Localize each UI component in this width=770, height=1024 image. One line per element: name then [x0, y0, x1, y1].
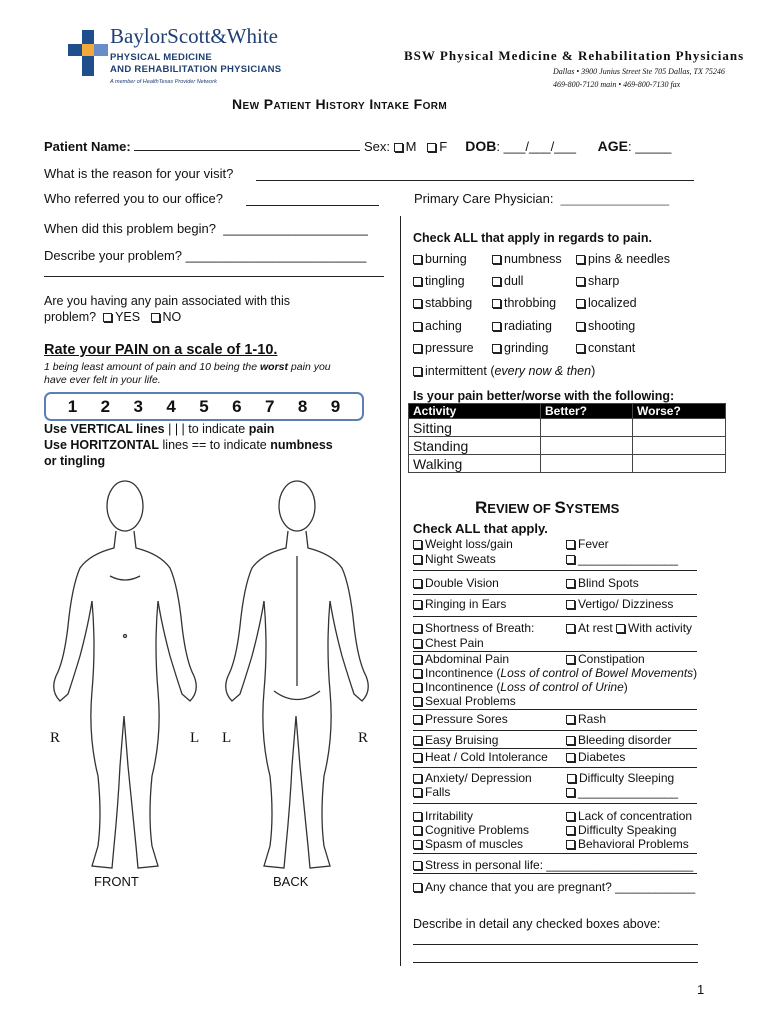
- ros-option[interactable]: [413, 771, 532, 785]
- checkbox[interactable]: [413, 600, 422, 609]
- ros-label: Abdominal Pain: [425, 652, 510, 666]
- ros-option[interactable]: [413, 750, 548, 764]
- checkbox[interactable]: [413, 697, 422, 706]
- pain-type-option[interactable]: [492, 341, 548, 355]
- ros-label: Weight loss/gain: [425, 537, 513, 551]
- ros-option[interactable]: [566, 750, 625, 764]
- pain-type-label: stabbing: [425, 296, 473, 310]
- checkbox[interactable]: [566, 840, 575, 849]
- pain-type-label: burning: [425, 252, 467, 266]
- back-left-marker: L: [222, 730, 232, 746]
- logo-wordmark: BaylorScott&White: [110, 24, 278, 48]
- divider: [413, 853, 697, 854]
- describe-field-line2[interactable]: [44, 276, 384, 277]
- checkbox[interactable]: [576, 255, 585, 264]
- checkbox[interactable]: [413, 555, 422, 564]
- instruction-horizontal-c: numbness: [270, 438, 333, 452]
- ros-label: Lack of concentration: [578, 809, 693, 823]
- checkbox[interactable]: [492, 322, 501, 331]
- ros-option[interactable]: [413, 809, 473, 823]
- front-right-marker: R: [50, 730, 61, 746]
- ros-label: Pressure Sores: [425, 712, 508, 726]
- pain-scale-number[interactable]: 8: [297, 396, 308, 416]
- form-title: New Patient History Intake Form: [232, 96, 448, 112]
- pain-type-label: aching: [425, 319, 462, 333]
- pain-type-label: throbbing: [504, 296, 557, 310]
- pain-yes-checkbox[interactable]: [103, 313, 112, 322]
- ros-option[interactable]: [413, 823, 529, 837]
- patient-name-label: Patient Name:: [44, 139, 131, 154]
- ros-label: Incontinence (: [425, 666, 501, 680]
- instruction-horizontal-b: lines == to indicate: [159, 438, 271, 452]
- ros-label: Bleeding disorder: [578, 733, 672, 747]
- instruction-vertical-a: Use VERTICAL lines: [44, 422, 165, 436]
- ros-option[interactable]: [413, 785, 450, 799]
- divider: [413, 570, 697, 571]
- pain-type-label: numbness: [504, 252, 562, 266]
- ros-title: [475, 498, 619, 518]
- front-label: FRONT: [94, 874, 139, 889]
- checkbox[interactable]: [566, 624, 575, 633]
- activity-cell: Standing: [409, 437, 541, 455]
- divider: [413, 748, 697, 749]
- activity-cell: Walking: [409, 455, 541, 473]
- pain-type-option[interactable]: [413, 296, 472, 310]
- pain-type-label: sharp: [588, 274, 620, 288]
- ros-option[interactable]: [566, 576, 639, 590]
- practice-name: BSW Physical Medicine & Rehabilitation Physicians: [404, 48, 745, 63]
- checkbox[interactable]: [413, 540, 422, 549]
- pain-type-label: pins & needles: [588, 252, 671, 266]
- checkbox[interactable]: [413, 669, 422, 678]
- checkbox[interactable]: [413, 736, 422, 745]
- instruction-horizontal-2: or tingling: [44, 454, 106, 468]
- ros-option[interactable]: [413, 666, 697, 680]
- patient-info-row: [44, 138, 671, 154]
- ros-option[interactable]: [413, 733, 498, 747]
- pcp-field[interactable]: _______________: [560, 191, 670, 206]
- pain-scale-number[interactable]: 9: [330, 396, 341, 416]
- ros-option[interactable]: [413, 537, 513, 551]
- ros-option[interactable]: [566, 537, 609, 551]
- ros-label: Difficulty Speaking: [578, 823, 677, 837]
- pain-type-label: shooting: [588, 319, 636, 333]
- checkbox[interactable]: [413, 826, 422, 835]
- checkbox[interactable]: [413, 639, 422, 648]
- pain-scale-note-a: 1 being least amount of pain and 10 being the: [44, 361, 260, 373]
- ros-check-all: Check ALL that apply.: [413, 521, 548, 536]
- ros-label: Rash: [578, 712, 607, 726]
- female-label: F: [439, 139, 448, 154]
- checkbox[interactable]: [567, 774, 576, 783]
- pain-type-label: grinding: [504, 341, 549, 355]
- age-label: AGE: [597, 138, 628, 154]
- ros-option[interactable]: [566, 785, 678, 799]
- pain-type-option[interactable]: [576, 319, 635, 333]
- checkbox[interactable]: [566, 600, 575, 609]
- ros-label: Shortness of Breath:: [425, 621, 535, 635]
- ros-option[interactable]: [413, 636, 484, 650]
- ros-paren: ): [693, 666, 698, 680]
- pain-type-option[interactable]: [413, 341, 474, 355]
- ros-label: Stress in personal life: ______________________: [425, 858, 694, 872]
- checkbox[interactable]: [566, 753, 575, 762]
- checkbox[interactable]: [413, 883, 422, 892]
- checkbox[interactable]: [576, 322, 585, 331]
- ros-label-note: Loss of control of Urine: [500, 680, 624, 694]
- ros-label: Constipation: [578, 652, 645, 666]
- pain-scale-number[interactable]: 7: [264, 396, 275, 416]
- pain-type-option[interactable]: [492, 274, 523, 288]
- checkbox[interactable]: [413, 840, 422, 849]
- column-header: Better?: [541, 404, 633, 419]
- dob-field[interactable]: : ___/___/___: [496, 139, 576, 154]
- reason-field[interactable]: [256, 180, 694, 181]
- column-header: Activity: [409, 404, 541, 419]
- ros-option[interactable]: [413, 621, 534, 635]
- checkbox[interactable]: [413, 579, 422, 588]
- pain-type-option[interactable]: intermittent (every now & then): [413, 364, 595, 378]
- ros-title-ystems: YSTEMS: [565, 501, 620, 516]
- ros-option[interactable]: [566, 652, 645, 666]
- ros-label: Any chance that you are pregnant? ____________: [425, 880, 696, 894]
- checkbox[interactable]: [413, 861, 422, 870]
- checkbox[interactable]: [566, 826, 575, 835]
- pain-question-line2: [44, 310, 181, 324]
- intermittent-label: intermittent: [425, 364, 487, 378]
- ros-option[interactable]: [413, 552, 496, 566]
- ros-title-eview: EVIEW OF: [487, 501, 555, 516]
- logo-line2: PHYSICAL MEDICINE: [110, 52, 213, 63]
- began-row: [44, 221, 368, 236]
- ros-label: Irritability: [425, 809, 474, 823]
- intermittent-note: every now & then: [494, 364, 592, 378]
- ros-label: Incontinence (: [425, 680, 501, 694]
- divider: [413, 803, 697, 804]
- describe-checked-label: Describe in detail any checked boxes above:: [413, 917, 661, 931]
- checkbox[interactable]: [413, 299, 422, 308]
- pain-type-option[interactable]: [576, 296, 637, 310]
- back-label: BACK: [273, 874, 309, 889]
- describe-checked-field[interactable]: [413, 962, 698, 963]
- ros-option[interactable]: [413, 837, 523, 851]
- ros-option[interactable]: [567, 771, 674, 785]
- ros-option[interactable]: [413, 880, 695, 894]
- pain-scale-note-c: have ever felt in your life.: [44, 374, 161, 386]
- pain-scale-number[interactable]: 3: [133, 396, 143, 416]
- checkbox[interactable]: [576, 344, 585, 353]
- ros-option[interactable]: [413, 858, 693, 872]
- instruction-horizontal-a: Use HORITZONTAL: [44, 438, 160, 452]
- pain-types-heading: Check ALL that apply in regards to pain.: [413, 231, 652, 245]
- body-back-figure[interactable]: [212, 476, 382, 876]
- pain-type-option[interactable]: [413, 319, 462, 333]
- ros-option[interactable]: [413, 680, 628, 694]
- logo-tagline: A member of HealthTexas Provider Network: [110, 79, 217, 85]
- pain-type-option[interactable]: [576, 252, 670, 266]
- table-row: [409, 455, 726, 473]
- ros-label: Cognitive Problems: [425, 823, 530, 837]
- ros-label: Chest Pain: [425, 636, 484, 650]
- ros-label: Vertigo/ Dizziness: [578, 597, 674, 611]
- male-label: M: [405, 139, 417, 154]
- checkbox[interactable]: [413, 367, 422, 376]
- ros-option[interactable]: [566, 621, 692, 635]
- pain-type-option[interactable]: [492, 296, 556, 310]
- checkbox[interactable]: [413, 788, 422, 797]
- table-row: [409, 419, 726, 437]
- page-number: 1: [697, 982, 705, 997]
- pain-type-label: tingling: [425, 274, 465, 288]
- worse-cell[interactable]: [633, 437, 726, 455]
- ros-label: Night Sweats: [425, 552, 496, 566]
- ros-label: At rest: [578, 621, 613, 635]
- ros-option[interactable]: [566, 597, 673, 611]
- front-left-marker: L: [190, 730, 200, 746]
- ros-label: With activity: [628, 621, 693, 635]
- describe-row: [44, 248, 366, 263]
- pain-type-label: localized: [588, 296, 637, 310]
- describe-checked-field[interactable]: [413, 944, 698, 945]
- ros-option[interactable]: [566, 809, 692, 823]
- checkbox[interactable]: [566, 715, 575, 724]
- describe-label: Describe your problem?: [44, 248, 183, 263]
- age-field[interactable]: : _____: [627, 139, 672, 154]
- ros-label: Easy Bruising: [425, 733, 499, 747]
- checkbox[interactable]: [566, 655, 575, 664]
- ros-option[interactable]: [413, 712, 508, 726]
- checkbox[interactable]: [566, 540, 575, 549]
- pain-yes-label: YES: [115, 310, 141, 324]
- divider: [413, 709, 697, 710]
- checkbox[interactable]: [413, 753, 422, 762]
- checkbox[interactable]: [566, 555, 575, 564]
- ros-option[interactable]: [566, 733, 671, 747]
- checkbox[interactable]: [413, 655, 422, 664]
- divider: [413, 873, 697, 874]
- better-cell[interactable]: [541, 437, 633, 455]
- practice-address: Dallas • 3900 Junius Street Ste 705 Dallas, TX 75246: [553, 67, 725, 76]
- ros-label: Heat / Cold Intolerance: [425, 750, 548, 764]
- ros-option[interactable]: [566, 837, 689, 851]
- logo-line3: AND REHABILITATION PHYSICIANS: [110, 64, 282, 75]
- ros-label: Ringing in Ears: [425, 597, 507, 611]
- checkbox[interactable]: [413, 624, 422, 633]
- checkbox[interactable]: [576, 277, 585, 286]
- ros-option[interactable]: [566, 823, 677, 837]
- pain-no-label: NO: [162, 310, 182, 324]
- female-checkbox[interactable]: [427, 143, 436, 152]
- ros-option[interactable]: [413, 694, 516, 708]
- divider: [413, 730, 697, 731]
- column-header: Worse?: [633, 404, 726, 419]
- ros-option[interactable]: [566, 552, 678, 566]
- table-row: [409, 437, 726, 455]
- pain-scale: [44, 392, 364, 421]
- divider: [413, 767, 697, 768]
- describe-field[interactable]: _________________________: [185, 248, 367, 263]
- referred-label: Who referred you to our office?: [44, 191, 223, 206]
- ros-title-r: R: [475, 498, 488, 517]
- ros-other-field[interactable]: _______________: [578, 785, 679, 799]
- checkbox[interactable]: [413, 715, 422, 724]
- instruction-vertical: [44, 422, 274, 436]
- pain-type-option[interactable]: [492, 252, 562, 266]
- instruction-vertical-c: pain: [248, 422, 275, 436]
- checkbox[interactable]: [492, 277, 501, 286]
- checkbox[interactable]: [492, 344, 501, 353]
- checkbox[interactable]: [413, 277, 422, 286]
- ros-label: Behavioral Problems: [578, 837, 689, 851]
- ros-label: Sexual Problems: [425, 694, 516, 708]
- pain-type-label: radiating: [504, 319, 552, 333]
- practice-phone: 469-800-7120 main • 469-800-7130 fax: [553, 80, 681, 89]
- pain-type-option[interactable]: [576, 341, 635, 355]
- pcp-label-text: Primary Care Physician:: [414, 191, 554, 206]
- began-field[interactable]: ____________________: [223, 221, 368, 236]
- pain-type-label: dull: [504, 274, 524, 288]
- ros-label: Falls: [425, 785, 451, 799]
- pain-type-option[interactable]: [576, 274, 619, 288]
- pain-type-option[interactable]: [413, 274, 465, 288]
- ros-label: Diabetes: [578, 750, 626, 764]
- ros-label: Difficulty Sleeping: [579, 771, 675, 785]
- worse-cell[interactable]: [633, 455, 726, 473]
- reason-label: What is the reason for your visit?: [44, 166, 234, 181]
- divider: [413, 594, 697, 595]
- checkbox[interactable]: [413, 812, 422, 821]
- checkbox[interactable]: [413, 255, 422, 264]
- column-divider: [400, 216, 401, 966]
- ros-label-note: Loss of control of Bowel Movements: [500, 666, 694, 680]
- worse-cell[interactable]: [633, 419, 726, 437]
- pain-type-option[interactable]: [492, 319, 552, 333]
- ros-label: Double Vision: [425, 576, 499, 590]
- checkbox[interactable]: [566, 579, 575, 588]
- ros-option[interactable]: [566, 712, 606, 726]
- better-worse-heading: Is your pain better/worse with the following:: [413, 389, 675, 403]
- pain-scale-number[interactable]: 2: [100, 396, 111, 416]
- pain-type-label: pressure: [425, 341, 474, 355]
- checkbox[interactable]: [566, 812, 575, 821]
- ros-title-s: S: [554, 498, 566, 517]
- checkbox[interactable]: [413, 774, 422, 783]
- checkbox[interactable]: [413, 344, 422, 353]
- ros-label: Blind Spots: [578, 576, 639, 590]
- instruction-vertical-b: | | | to indicate: [164, 422, 249, 436]
- ros-option[interactable]: [413, 597, 506, 611]
- better-cell[interactable]: [541, 419, 633, 437]
- pain-type-label: constant: [588, 341, 636, 355]
- patient-name-field[interactable]: [134, 140, 360, 151]
- pain-scale-note-worst: worst: [260, 361, 289, 373]
- divider: [413, 616, 697, 617]
- pain-no-checkbox[interactable]: [151, 313, 160, 322]
- activity-cell: Sitting: [409, 419, 541, 437]
- pain-scale-heading: Rate your PAIN on a scale of 1-10.: [44, 342, 278, 358]
- dob-label: DOB: [465, 138, 497, 154]
- ros-label: Anxiety/ Depression: [425, 771, 532, 785]
- checkbox[interactable]: [576, 299, 585, 308]
- pain-scale-note: [44, 361, 331, 387]
- sex-label: Sex:: [363, 139, 390, 154]
- checkbox[interactable]: [616, 624, 625, 633]
- referred-field[interactable]: [246, 205, 379, 206]
- logo: [64, 24, 284, 94]
- checkbox[interactable]: [413, 322, 422, 331]
- checkbox[interactable]: [413, 683, 422, 692]
- ros-label: Fever: [578, 537, 609, 551]
- checkbox[interactable]: [566, 736, 575, 745]
- instruction-horizontal: [44, 438, 333, 452]
- better-worse-table: [408, 403, 726, 473]
- pain-question-problem: problem?: [44, 310, 97, 324]
- ros-option[interactable]: [413, 576, 499, 590]
- pcp-label: [414, 191, 669, 206]
- pain-scale-number[interactable]: 6: [232, 396, 242, 416]
- began-label: When did this problem begin?: [44, 221, 216, 236]
- ros-paren: ): [623, 680, 628, 694]
- logo-cross-icon: [68, 30, 108, 76]
- table-header-row: [409, 404, 726, 419]
- back-right-marker: R: [358, 730, 369, 746]
- checkbox[interactable]: [492, 255, 501, 264]
- ros-other-field[interactable]: _______________: [578, 552, 679, 566]
- better-cell[interactable]: [541, 455, 633, 473]
- pain-scale-note-b: pain you: [288, 361, 331, 373]
- ros-label: Spasm of muscles: [425, 837, 524, 851]
- male-checkbox[interactable]: [394, 143, 403, 152]
- checkbox[interactable]: [566, 788, 575, 797]
- pain-scale-number[interactable]: 1: [67, 396, 78, 416]
- ros-option[interactable]: [413, 652, 509, 666]
- pain-type-option[interactable]: [413, 252, 467, 266]
- pain-scale-number[interactable]: 5: [199, 396, 209, 416]
- pain-scale-number[interactable]: 4: [166, 396, 176, 416]
- checkbox[interactable]: [492, 299, 501, 308]
- body-front-figure[interactable]: [40, 476, 210, 876]
- pain-question-line1: Are you having any pain associated with this: [44, 294, 290, 308]
